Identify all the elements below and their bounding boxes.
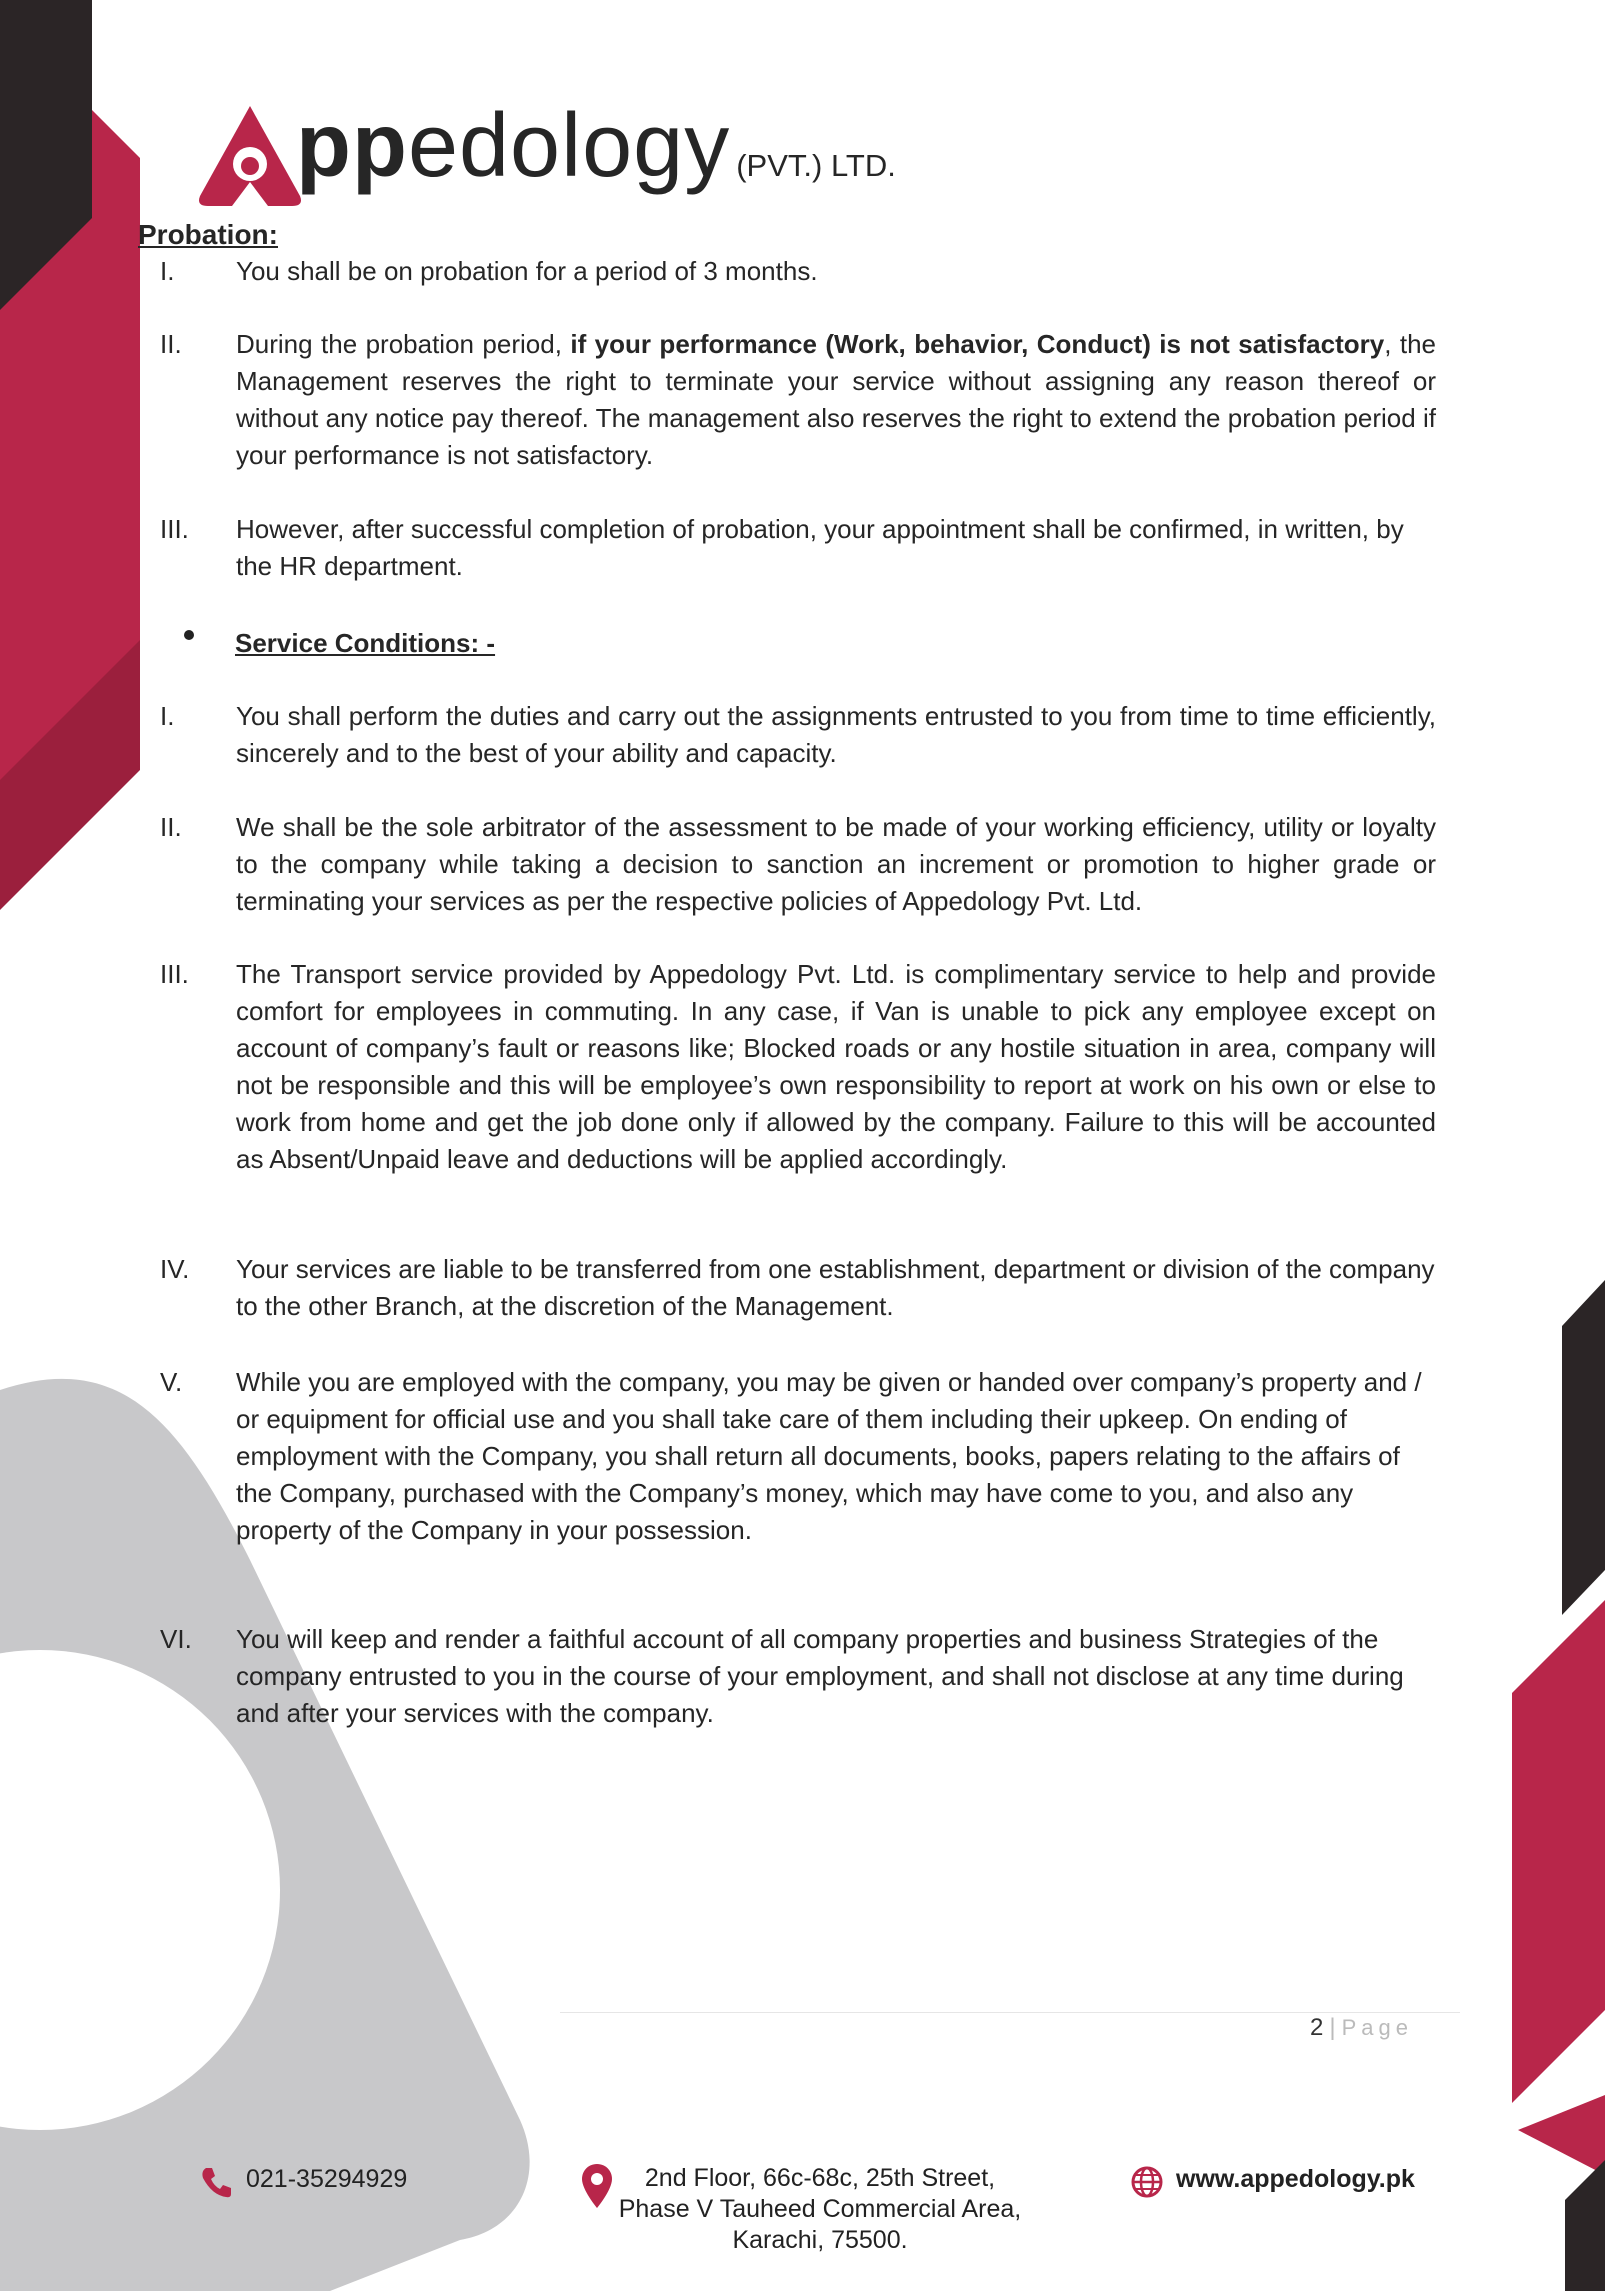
item-text: During the probation period, if your performance (Work, behavior, Conduct) is not satisfactory, the Management reserves the right to terminate your service without assigning any reason thereof or without any notice pay thereof. The management also reserves the right to extend the probation period if your performance is not satisfactory.	[236, 329, 1436, 470]
item-number: II.	[160, 329, 182, 359]
item-text: You shall perform the duties and carry out the assignments entrusted to you from time to time efficiently, sincerely and to the best of your ability and capacity.	[236, 701, 1436, 768]
item-text: While you are employed with the company, you may be given or handed over company’s property and / or equipment for official use and you shall take care of them including their upkeep. On ending of employment with the Company, you shall return all documents, books, papers relating to the affairs of the Company, purchased with the Company’s money, which may have come to you, and also any property of the Company in your possession.	[236, 1367, 1422, 1545]
item-number: III.	[160, 959, 189, 989]
item-text: However, after successful completion of probation, your appointment shall be confirmed, in written, by the HR department.	[236, 514, 1404, 581]
phone-icon	[200, 2165, 234, 2199]
item-number: IV.	[160, 1254, 190, 1284]
address-line-3: Karachi, 75500.	[732, 2226, 908, 2254]
globe-icon	[1130, 2165, 1164, 2199]
logo-word-bold: pp	[296, 96, 408, 196]
item-number: V.	[160, 1367, 183, 1397]
item-text: You will keep and render a faithful account of all company properties and business Strategies of the company entrusted to you in the course of your employment, and shall not disclose at any time during and after your services with the company.	[236, 1624, 1404, 1728]
footer-divider	[560, 2012, 1460, 2013]
item-number: I.	[160, 701, 175, 731]
location-pin-icon	[580, 2163, 614, 2209]
address-line-1: 2nd Floor, 66c-68c, 25th Street,	[644, 2164, 996, 2192]
page-number	[1310, 2014, 1413, 2042]
item-number: VI.	[160, 1624, 192, 1654]
item-number: II.	[160, 812, 182, 842]
item-number: III.	[160, 514, 189, 544]
probation-heading: Probation:	[138, 219, 278, 250]
footer-phone	[200, 2165, 407, 2194]
page-number-value: 2	[1310, 2014, 1324, 2041]
bullet-icon	[184, 630, 194, 640]
page-label: Page	[1341, 2015, 1413, 2040]
item-text: The Transport service provided by Appedology Pvt. Ltd. is complimentary service to help and provide comfort for employees in commuting. In any case, if Van is unable to pick any employee except on account of company’s fault or reasons like; Blocked roads or any hostile situation in area, company will not be responsible and this will be employee’s own responsibility to report at work on his own or else to work from home and get the job done only if allowed by the company. Failure to this will be accounted as Absent/Unpaid leave and deductions will be applied accordingly.	[236, 959, 1436, 1174]
page-number-separator: |	[1329, 2014, 1336, 2041]
service-conditions-heading: Service Conditions: -	[235, 628, 496, 658]
footer-address	[580, 2163, 1060, 2256]
address-line-2: Phase V Tauheed Commercial Area,	[618, 2195, 1022, 2223]
item-text-bold: if your performance (Work, behavior, Conduct) is not satisfactory	[570, 329, 1385, 359]
logo-word-light: edology	[407, 96, 731, 196]
footer-website-url[interactable]: www.appedology.pk	[1176, 2165, 1415, 2193]
item-text: Your services are liable to be transferred from one establishment, department or division of the company to the other Branch, at the discretion of the Management.	[236, 1254, 1435, 1321]
item-number: I.	[160, 256, 175, 286]
footer-phone-number: 021-35294929	[246, 2165, 408, 2193]
item-text: We shall be the sole arbitrator of the assessment to be made of your working efficiency, utility or loyalty to the company while taking a decision to sanction an increment or promotion to higher grade or terminating your services as per the respective policies of Appedology Pvt. Ltd.	[236, 812, 1436, 916]
item-text: You shall be on probation for a period of 3 months.	[236, 256, 818, 286]
logo-suffix: (PVT.) LTD.	[736, 148, 896, 183]
footer-website	[1130, 2165, 1415, 2194]
